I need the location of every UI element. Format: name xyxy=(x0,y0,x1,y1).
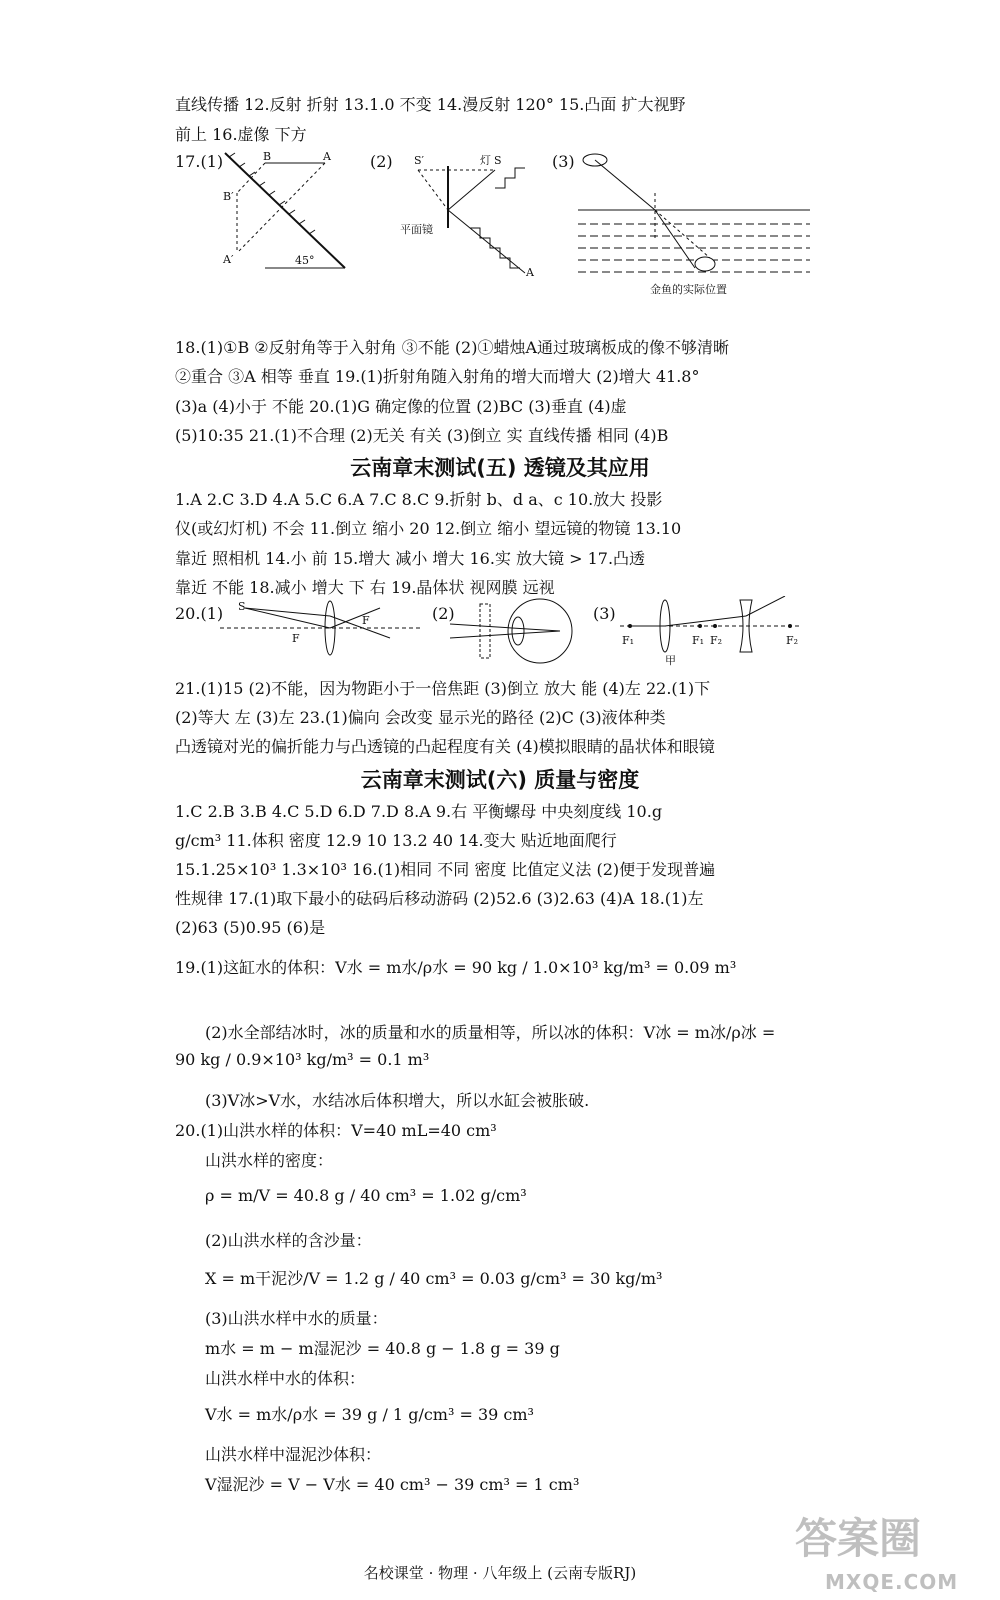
q20-label: 20.(1) xyxy=(175,604,224,623)
watermark-logo: 答案圈 xyxy=(795,1514,922,1563)
label-F1: F₁ xyxy=(622,634,635,647)
q20-label: (3) xyxy=(593,604,616,623)
answer-line: 1.C 2.B 3.B 4.C 5.D 6.D 7.D 8.A 9.右 平衡螺母 中央刻度线 10.g xyxy=(175,802,663,821)
solution-line: 19.(1)这缸水的体积：V水 = m水/ρ水 = 90 kg / 1.0×10³ kg/m³ = 0.09 m³ xyxy=(175,958,737,977)
answer-line: 18.(1)①B ②反射角等于入射角 ③不能 (2)①蜡烛A通过玻璃板成的像不够清晰 xyxy=(175,338,730,357)
solution-line: (3)V冰>V水，水结冰后体积增大，所以水缸会被胀破. xyxy=(205,1091,590,1110)
q20-label: (2) xyxy=(432,604,455,623)
label-F2: F₂ xyxy=(710,634,723,647)
answer-line: 凸透镜对光的偏折能力与凸透镜的凸起程度有关 (4)模拟眼睛的晶状体和眼镜 xyxy=(175,737,715,756)
answer-line: 仪(或幻灯机) 不会 11.倒立 缩小 20 12.倒立 缩小 望远镜的物镜 13.10 xyxy=(175,519,682,538)
answer-line: 直线传播 12.反射 折射 13.1.0 不变 14.漫反射 120° 15.凸面 扩大视野 xyxy=(175,95,686,114)
label-S: S xyxy=(494,154,502,167)
answer-line: ②重合 ③A 相等 垂直 19.(1)折射角随入射角的增大而增大 (2)增大 41.8° xyxy=(175,367,700,386)
q20-fig3-lens-pair-diagram xyxy=(620,596,805,666)
q17-fig1-mirror-diagram xyxy=(215,148,355,273)
solution-line: (2)水全部结冰时，冰的质量和水的质量相等，所以冰的体积：V冰 = m冰/ρ冰 = xyxy=(205,1023,776,1042)
solution-line: 山洪水样中湿泥沙体积： xyxy=(205,1445,382,1464)
solution-line: m水 = m − m湿泥沙 = 40.8 g − 1.8 g = 39 g xyxy=(205,1339,560,1358)
label-F: F xyxy=(292,632,300,645)
answer-line: (2)等大 左 (3)左 23.(1)偏向 会改变 显示光的路径 (2)C (3)液体种类 xyxy=(175,708,666,727)
solution-line: V水 = m水/ρ水 = 39 g / 1 g/cm³ = 39 cm³ xyxy=(205,1405,534,1424)
label-B-prime: B′ xyxy=(223,190,234,203)
answer-line: (2)63 (5)0.95 (6)是 xyxy=(175,918,326,937)
solution-line: ρ = m/V = 40.8 g / 40 cm³ = 1.02 g/cm³ xyxy=(205,1186,527,1205)
answer-line: 靠近 不能 18.减小 增大 下 右 19.晶体状 视网膜 远视 xyxy=(175,578,555,597)
label-F2: F₂ xyxy=(786,634,799,647)
label-A: A xyxy=(323,150,331,163)
answer-line: 性规律 17.(1)取下最小的砝码后移动游码 (2)52.6 (3)2.63 (4)A 18.(1)左 xyxy=(175,889,704,908)
caption: 甲 xyxy=(665,654,676,666)
label-S: S xyxy=(238,600,246,613)
label-F: F xyxy=(362,614,370,627)
q20-fig2-eye-diagram xyxy=(450,596,580,666)
page-footer: 名校课堂 · 物理 · 八年级上 (云南专版RJ) xyxy=(363,1564,637,1582)
answer-line: 前上 16.虚像 下方 xyxy=(175,125,307,144)
section-title: 云南章末测试(六) 质量与密度 xyxy=(360,768,640,792)
solution-line: 山洪水样的密度： xyxy=(205,1151,334,1170)
solution-line: V湿泥沙 = V − V水 = 40 cm³ − 39 cm³ = 1 cm³ xyxy=(205,1475,580,1494)
label-F1: F₁ xyxy=(692,634,705,647)
watermark-url: MXQE.COM xyxy=(825,1570,959,1594)
answer-line: g/cm³ 11.体积 密度 12.9 10 13.2 40 14.变大 贴近地面爬行 xyxy=(175,831,617,850)
label-A-prime: A′ xyxy=(223,253,234,266)
q17-label: 17.(1) xyxy=(175,152,224,171)
solution-line: 90 kg / 0.9×10³ kg/m³ = 0.1 m³ xyxy=(175,1050,430,1069)
answer-line: 15.1.25×10³ 1.3×10³ 16.(1)相同 不同 密度 比值定义法 (2)便于发现普遍 xyxy=(175,860,716,879)
solution-line: X = m干泥沙/V = 1.2 g / 40 cm³ = 0.03 g/cm³ = 30 kg/m³ xyxy=(205,1269,663,1288)
label-B: B xyxy=(263,150,272,163)
answer-line: (5)10:35 21.(1)不合理 (2)无关 有关 (3)倒立 实 直线传播 相同 (4)B xyxy=(175,426,669,445)
q17-fig2-stairs-diagram xyxy=(400,148,540,278)
section-title: 云南章末测试(五) 透镜及其应用 xyxy=(350,456,650,480)
solution-line: 20.(1)山洪水样的体积：V=40 mL=40 cm³ xyxy=(175,1121,497,1140)
q17-fig3-fish-diagram xyxy=(570,148,820,298)
answer-line: 21.(1)15 (2)不能，因为物距小于一倍焦距 (3)倒立 放大 能 (4)左 22.(1)下 xyxy=(175,679,711,698)
q17-label: (3) xyxy=(552,152,575,171)
solution-line: 山洪水样中水的体积： xyxy=(205,1369,366,1388)
label-A: A xyxy=(526,266,534,278)
fish-caption: 金鱼的实际位置 xyxy=(650,283,727,296)
q17-label: (2) xyxy=(370,152,393,171)
solution-line: (2)山洪水样的含沙量： xyxy=(205,1231,372,1250)
q20-fig1-lens-diagram xyxy=(220,598,420,658)
label-lamp: 灯 xyxy=(480,154,491,167)
answer-line: 靠近 照相机 14.小 前 15.增大 减小 增大 16.实 放大镜 > 17.凸透 xyxy=(175,549,646,568)
answer-line: 1.A 2.C 3.D 4.A 5.C 6.A 7.C 8.C 9.折射 b、d a、c 10.放大 投影 xyxy=(175,490,663,509)
answer-line: (3)a (4)小于 不能 20.(1)G 确定像的位置 (2)BC (3)垂直 (4)虚 xyxy=(175,397,627,416)
solution-line: (3)山洪水样中水的质量： xyxy=(205,1309,388,1328)
angle-label: 45° xyxy=(295,254,315,267)
label-S-prime: S′ xyxy=(414,154,425,167)
label-mirror: 平面镜 xyxy=(400,223,433,236)
